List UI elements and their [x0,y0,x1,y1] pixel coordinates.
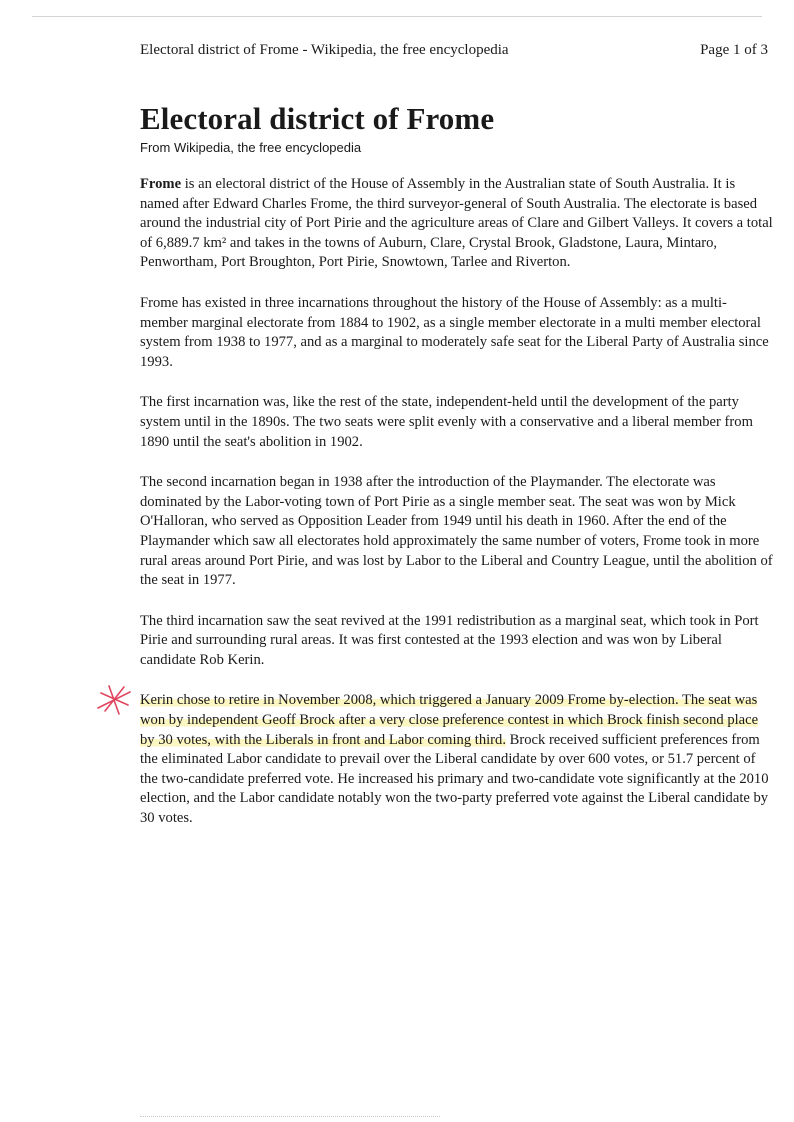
page-indicator: Page 1 of 3 [700,42,768,58]
article-body [140,100,774,850]
subtitle: From Wikipedia, the free encyclopedia [140,140,362,155]
top-rule [32,16,762,17]
by-election-paragraph [140,691,774,828]
bold-term: Frome [140,176,182,192]
document-title: Electoral district of Frome - Wikipedia, the free encyclopedia [140,42,509,58]
footer-smudge [140,1116,440,1117]
by-election-text: Brock received sufficient preferences from the eliminated Labor candidate to prevail over the Liberal candidate by over 600 votes, or 51.7 percent of the two-candidate preferred vote. He increased his primary and two-candidate vote significantly at the 2010 election, and the Labor candidate notably won the two-party preferred vote against the Liberal candidate by 30 votes. [140,731,769,827]
history-paragraph: Frome has existed in three incarnations throughout the history of the House of Assembly: as a multi-member marginal electorate from 1884 to 1902, as a single member electorate in a multi member electoral system from 1938 to 1977, and as a marginal to moderately safe seat for the Liberal Party of Australia since 1993. [140,294,769,370]
print-header [140,42,768,64]
intro-paragraph [140,175,774,273]
first-incarnation-paragraph: The first incarnation was, like the rest of the state, independent-held until the development of the party system until in the 1890s. The two seats were split evenly with a conservative and a liberal member from 1890 until the seat's abolition in 1902. [140,394,753,450]
page-title: Electoral district of Frome [140,101,495,136]
third-incarnation-paragraph: The third incarnation saw the seat revived at the 1991 redistribution as a marginal seat, which took in Port Pirie and surrounding rural areas. It was first contested at the 1993 election and was won by Liberal candidate Rob Kerin. [140,612,759,668]
highlighted-text: Kerin chose to retire in November 2008, which triggered a January 2009 Frome by-election. The seat was won by independent Geoff Brock after a very close preference contest in which Brock finish second place by 30 votes, with the Liberals in front and Labor coming third. [140,692,759,748]
second-incarnation-paragraph: The second incarnation began in 1938 after the introduction of the Playmander. The electorate was dominated by the Labor-voting town of Port Pirie as a single member seat. The seat was won by Mick O'Halloran, who served as Opposition Leader from 1949 until his death in 1960. After the end of the Playmander which saw all electorates hold approximately the same number of voters, Frome took in more rural areas around Port Pirie, and was lost by Labor to the Liberal and Country League, until the abolition of the seat in 1977. [140,474,773,589]
intro-text: is an electoral district of the House of Assembly in the Australian state of South Australia. It is named after Edward Charles Frome, the third surveyor-general of South Australia. The electorate is based around the industrial city of Port Pirie and the agriculture areas of Clare and Gilbert Valleys. It covers a total of 6,889.7 km² and takes in the towns of Auburn, Clare, Crystal Brook, Gladstone, Laura, Mintaro, Penwortham, Port Broughton, Port Pirie, Snowtown, Tarlee and Riverton. [140,176,773,271]
asterisk-annotation-icon [96,683,132,719]
